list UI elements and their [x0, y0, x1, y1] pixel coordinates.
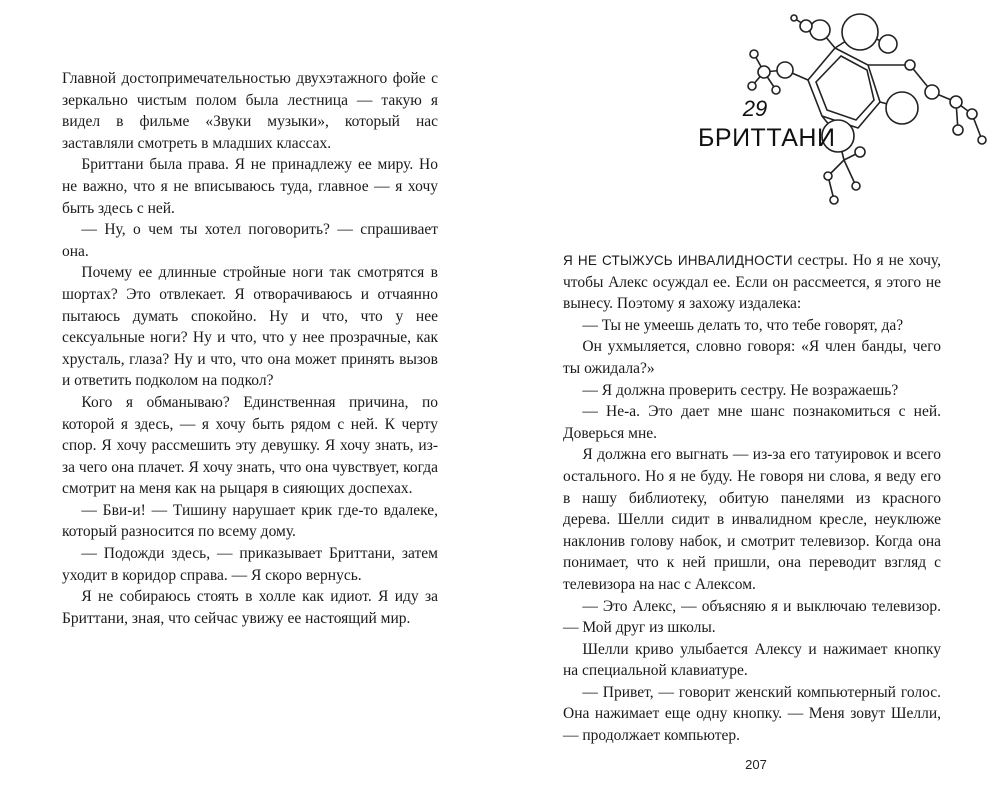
paragraph: Шелли криво улыбается Алексу и нажимает кнопку на специальной клавиатуре. [563, 640, 941, 680]
paragraph: — Привет, — говорит женский компьютерный голос. Она нажимает еще одну кнопку. — Меня зовут Шелли, — продолжает компьютер. [563, 683, 941, 745]
page-number: 207 [745, 757, 767, 772]
paragraph: — Это Алекс, — объясняю я и выключаю телевизор. — Мой друг из школы. [563, 597, 941, 637]
paragraph: — Ну, о чем ты хотел поговорить? — спрашивает она. [62, 221, 438, 260]
paragraph: Бриттани была права. Я не принадлежу ее миру. Но не важно, что я не вписываюсь туда, главное — я хочу быть здесь с ней. [62, 156, 438, 217]
chapter-number: 29 [742, 96, 768, 121]
paragraph: Я не собираюсь стоять в холле как идиот. Я иду за Бриттани, зная, что сейчас увижу ее настоящий мир. [62, 588, 438, 627]
paragraph: Он ухмыляется, словно говоря: «Я член банды, чего ты ожидала?» [563, 338, 941, 377]
paragraph: — Бви-и! — Тишину нарушает крик где-то вдалеке, который разносится по всему дому. [62, 501, 438, 541]
paragraph: — Подожди здесь, — приказывает Бриттани, затем уходит в коридор справа. — Я скоро вернусь. [62, 545, 438, 584]
lead-in-text: Я НЕ СТЫЖУСЬ ИНВАЛИДНОСТИ [563, 253, 793, 268]
right-page-text [563, 250, 941, 747]
right-page [500, 0, 1000, 800]
opening-paragraph [563, 250, 941, 315]
paragraph: Я должна его выгнать — из-за его татуировок и всего остального. Но я не буду. Не говоря ни слова, я веду его в нашу библиотеку, обитую панелями из красного дерева. Шелли сидит в инвалидном кресле, неуклюже наклонив голову набок, и смотрит телевизор. Когда она понимает, что к ней пришли, она переводит взгляд с телевизора на нас с Алексом. [563, 446, 941, 593]
paragraph: Почему ее длинные стройные ноги так смотрятся в шортах? Это отвлекает. Я отворачиваюсь и отчаянно пытаюсь думать спокойно. Ну и что, что у нее сексуальные ноги? Ну и что, что у нее прозрачные, как хрусталь, глаза? Ну и что, что она может принять вызов и ответить подколом на подкол? [62, 264, 438, 390]
opening-paragraph-rest: сестры. Но я не хочу, чтобы Алекс осуждал ее. Если он рассмеется, я этого не вынесу. Поэтому я захожу издалека: [563, 252, 942, 313]
paragraph: — Ты не умеешь делать то, что тебе говорят, да? [582, 316, 904, 334]
left-page-text [62, 68, 438, 629]
paragraph: — Не-а. Это дает мне шанс познакомиться с ней. Доверься мне. [563, 403, 941, 442]
paragraph: Главной достопримечательностью двухэтажного фойе с зеркально чистым полом была лестница — такую я видел в фильме «Звуки музыки», который нас заставляли смотреть в младших классах. [62, 70, 438, 152]
paragraph: Кого я обманываю? Единственная причина, по которой я здесь, — я хочу быть рядом с ней. К черту спор. Я хочу рассмешить эту девушку. Я хочу знать, из-за чего она плачет. Я хочу знать, что она чувствует, когда смотрит на меня как на рыцаря в сияющих доспехах. [62, 393, 438, 498]
paragraph: — Я должна проверить сестру. Не возражаешь? [582, 381, 899, 399]
chapter-title: БРИТТАНИ [698, 124, 836, 152]
